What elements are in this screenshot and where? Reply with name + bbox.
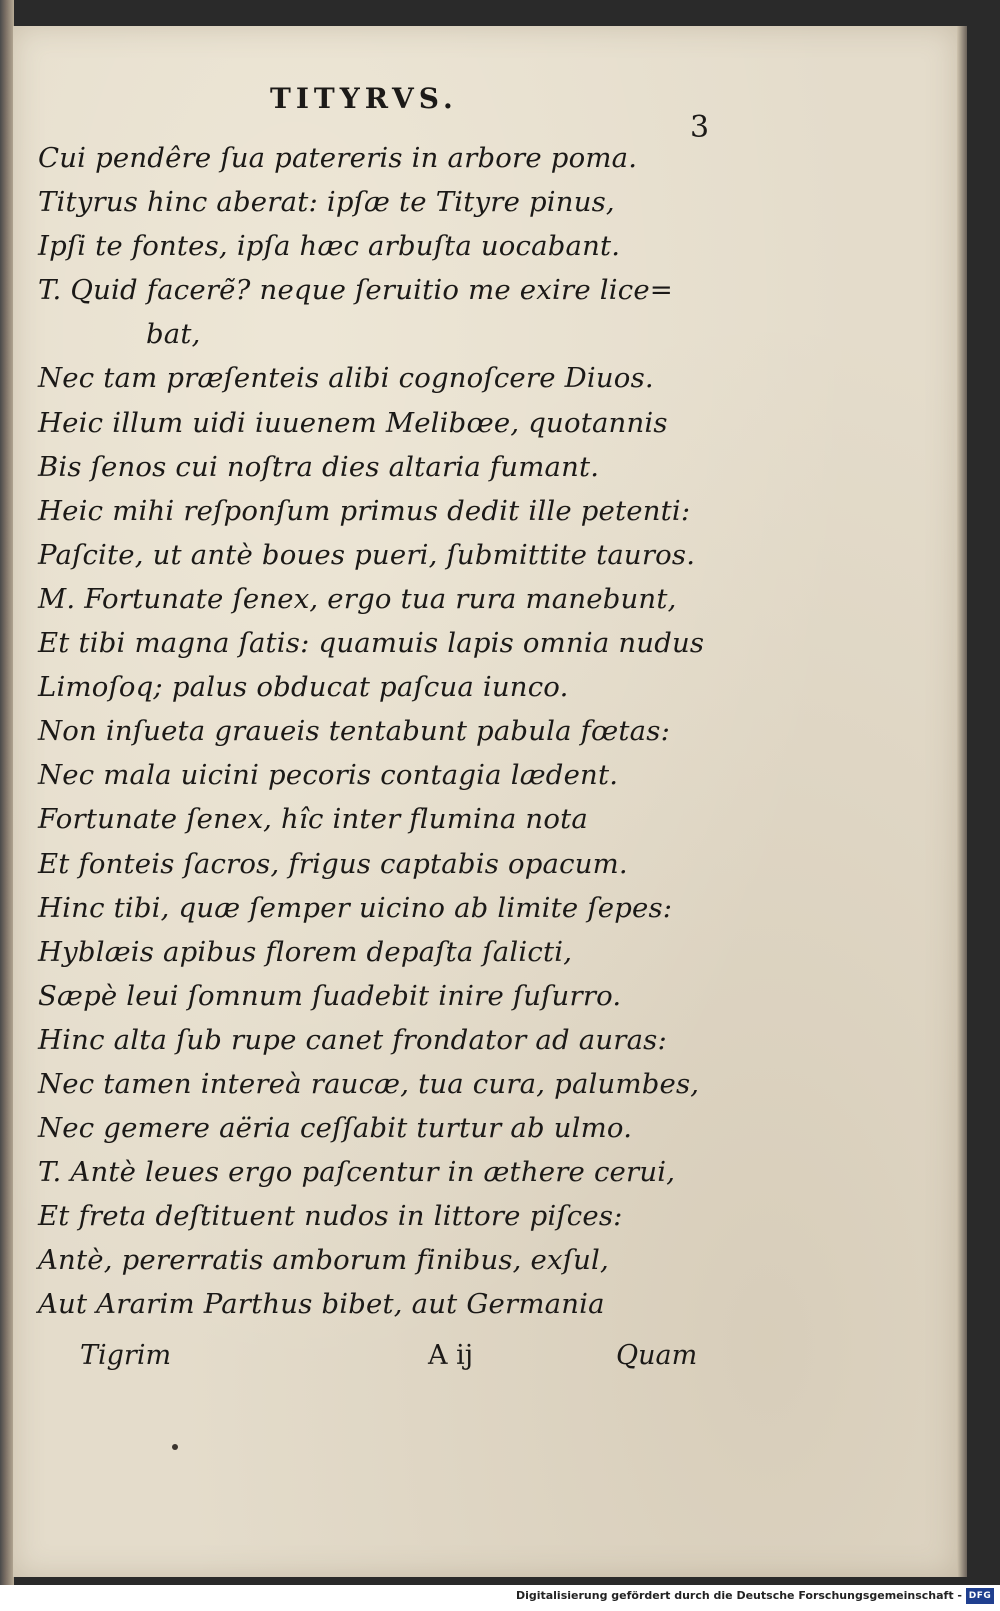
catchword-right: Quam xyxy=(616,1340,698,1371)
verse-line: Heic illum uidi iuuenem Melibœe, quotannis xyxy=(38,406,668,439)
verse-line: M. Fortunate ſenex, ergo tua rura manebunt, xyxy=(38,582,677,615)
verse-line: Cui pendêre ſua patereris in arbore poma. xyxy=(38,142,638,174)
page-footer xyxy=(80,1340,720,1384)
verse-block xyxy=(38,136,728,1327)
credit-text: Digitalisierung gefördert durch die Deutsche Forschungsgemeinschaft - xyxy=(515,1589,962,1602)
binding-edge xyxy=(0,0,14,1585)
verse-line: Paſcite, ut antè boues pueri, ſubmittite tauros. xyxy=(38,538,696,571)
page-edge xyxy=(957,26,967,1577)
verse-line: Sæpè leui ſomnum ſuadebit inire ſuſurro. xyxy=(38,979,622,1012)
verse-line: Nec tamen intereà raucæ, tua cura, palumbes, xyxy=(38,1067,700,1100)
verse-line: Bis ſenos cui noſtra dies altaria fumant. xyxy=(38,450,600,483)
verse-line: Non inſueta graueis tentabunt pabula fœtas: xyxy=(38,715,671,748)
verse-line: bat, xyxy=(146,318,201,351)
verse-line: Limoſoq; palus obducat paſcua iunco. xyxy=(38,671,569,704)
ink-speck xyxy=(172,1444,178,1450)
catchword-left: Tigrim xyxy=(80,1340,172,1371)
verse-line: Nec mala uicini pecoris contagia lædent. xyxy=(38,759,619,792)
verse-line: Hinc tibi, quæ ſemper uicino ab limite ſepes: xyxy=(38,891,673,924)
verse-line: Aut Ararim Parthus bibet, aut Germania xyxy=(38,1288,605,1321)
verse-line: Ipſi te fontes, ipſa hæc arbuſta uocabant. xyxy=(38,230,621,263)
verse-line: Heic mihi reſponſum primus dedit ille petenti: xyxy=(38,494,691,527)
verse-line: Tityrus hinc aberat: ipſæ te Tityre pinus, xyxy=(38,186,615,219)
page-number: 3 xyxy=(690,110,710,145)
verse-line: Fortunate ſenex, hîc inter flumina nota xyxy=(38,803,588,836)
verse-line: Hinc alta ſub rupe canet frondator ad auras: xyxy=(38,1023,667,1056)
verse-line: T. Antè leues ergo paſcentur in æthere cerui, xyxy=(38,1156,676,1189)
verse-line: Hyblæis apibus florem depaſta ſalicti, xyxy=(38,935,573,968)
verse-line: Nec tam præſenteis alibi cognoſcere Diuos. xyxy=(38,362,654,395)
verse-line: Antè, pererratis amborum finibus, exſul, xyxy=(38,1244,609,1277)
verse-line: Et freta deſtituent nudos in littore piſces: xyxy=(38,1200,623,1233)
verse-line: Nec gemere aëria ceſſabit turtur ab ulmo. xyxy=(38,1112,633,1145)
verse-line: Et tibi magna ſatis: quamuis lapis omnia nudus xyxy=(38,627,705,660)
verse-line: T. Quid facerẽ? neque ſeruitio me exire lice= xyxy=(38,274,674,307)
dfg-logo: DFG xyxy=(966,1588,994,1604)
signature-mark: A ij xyxy=(428,1340,474,1371)
running-head: TITYRVS. xyxy=(270,82,458,115)
credit-bar xyxy=(0,1585,1000,1611)
verse-line: Et fonteis ſacros, frigus captabis opacum. xyxy=(38,847,628,880)
